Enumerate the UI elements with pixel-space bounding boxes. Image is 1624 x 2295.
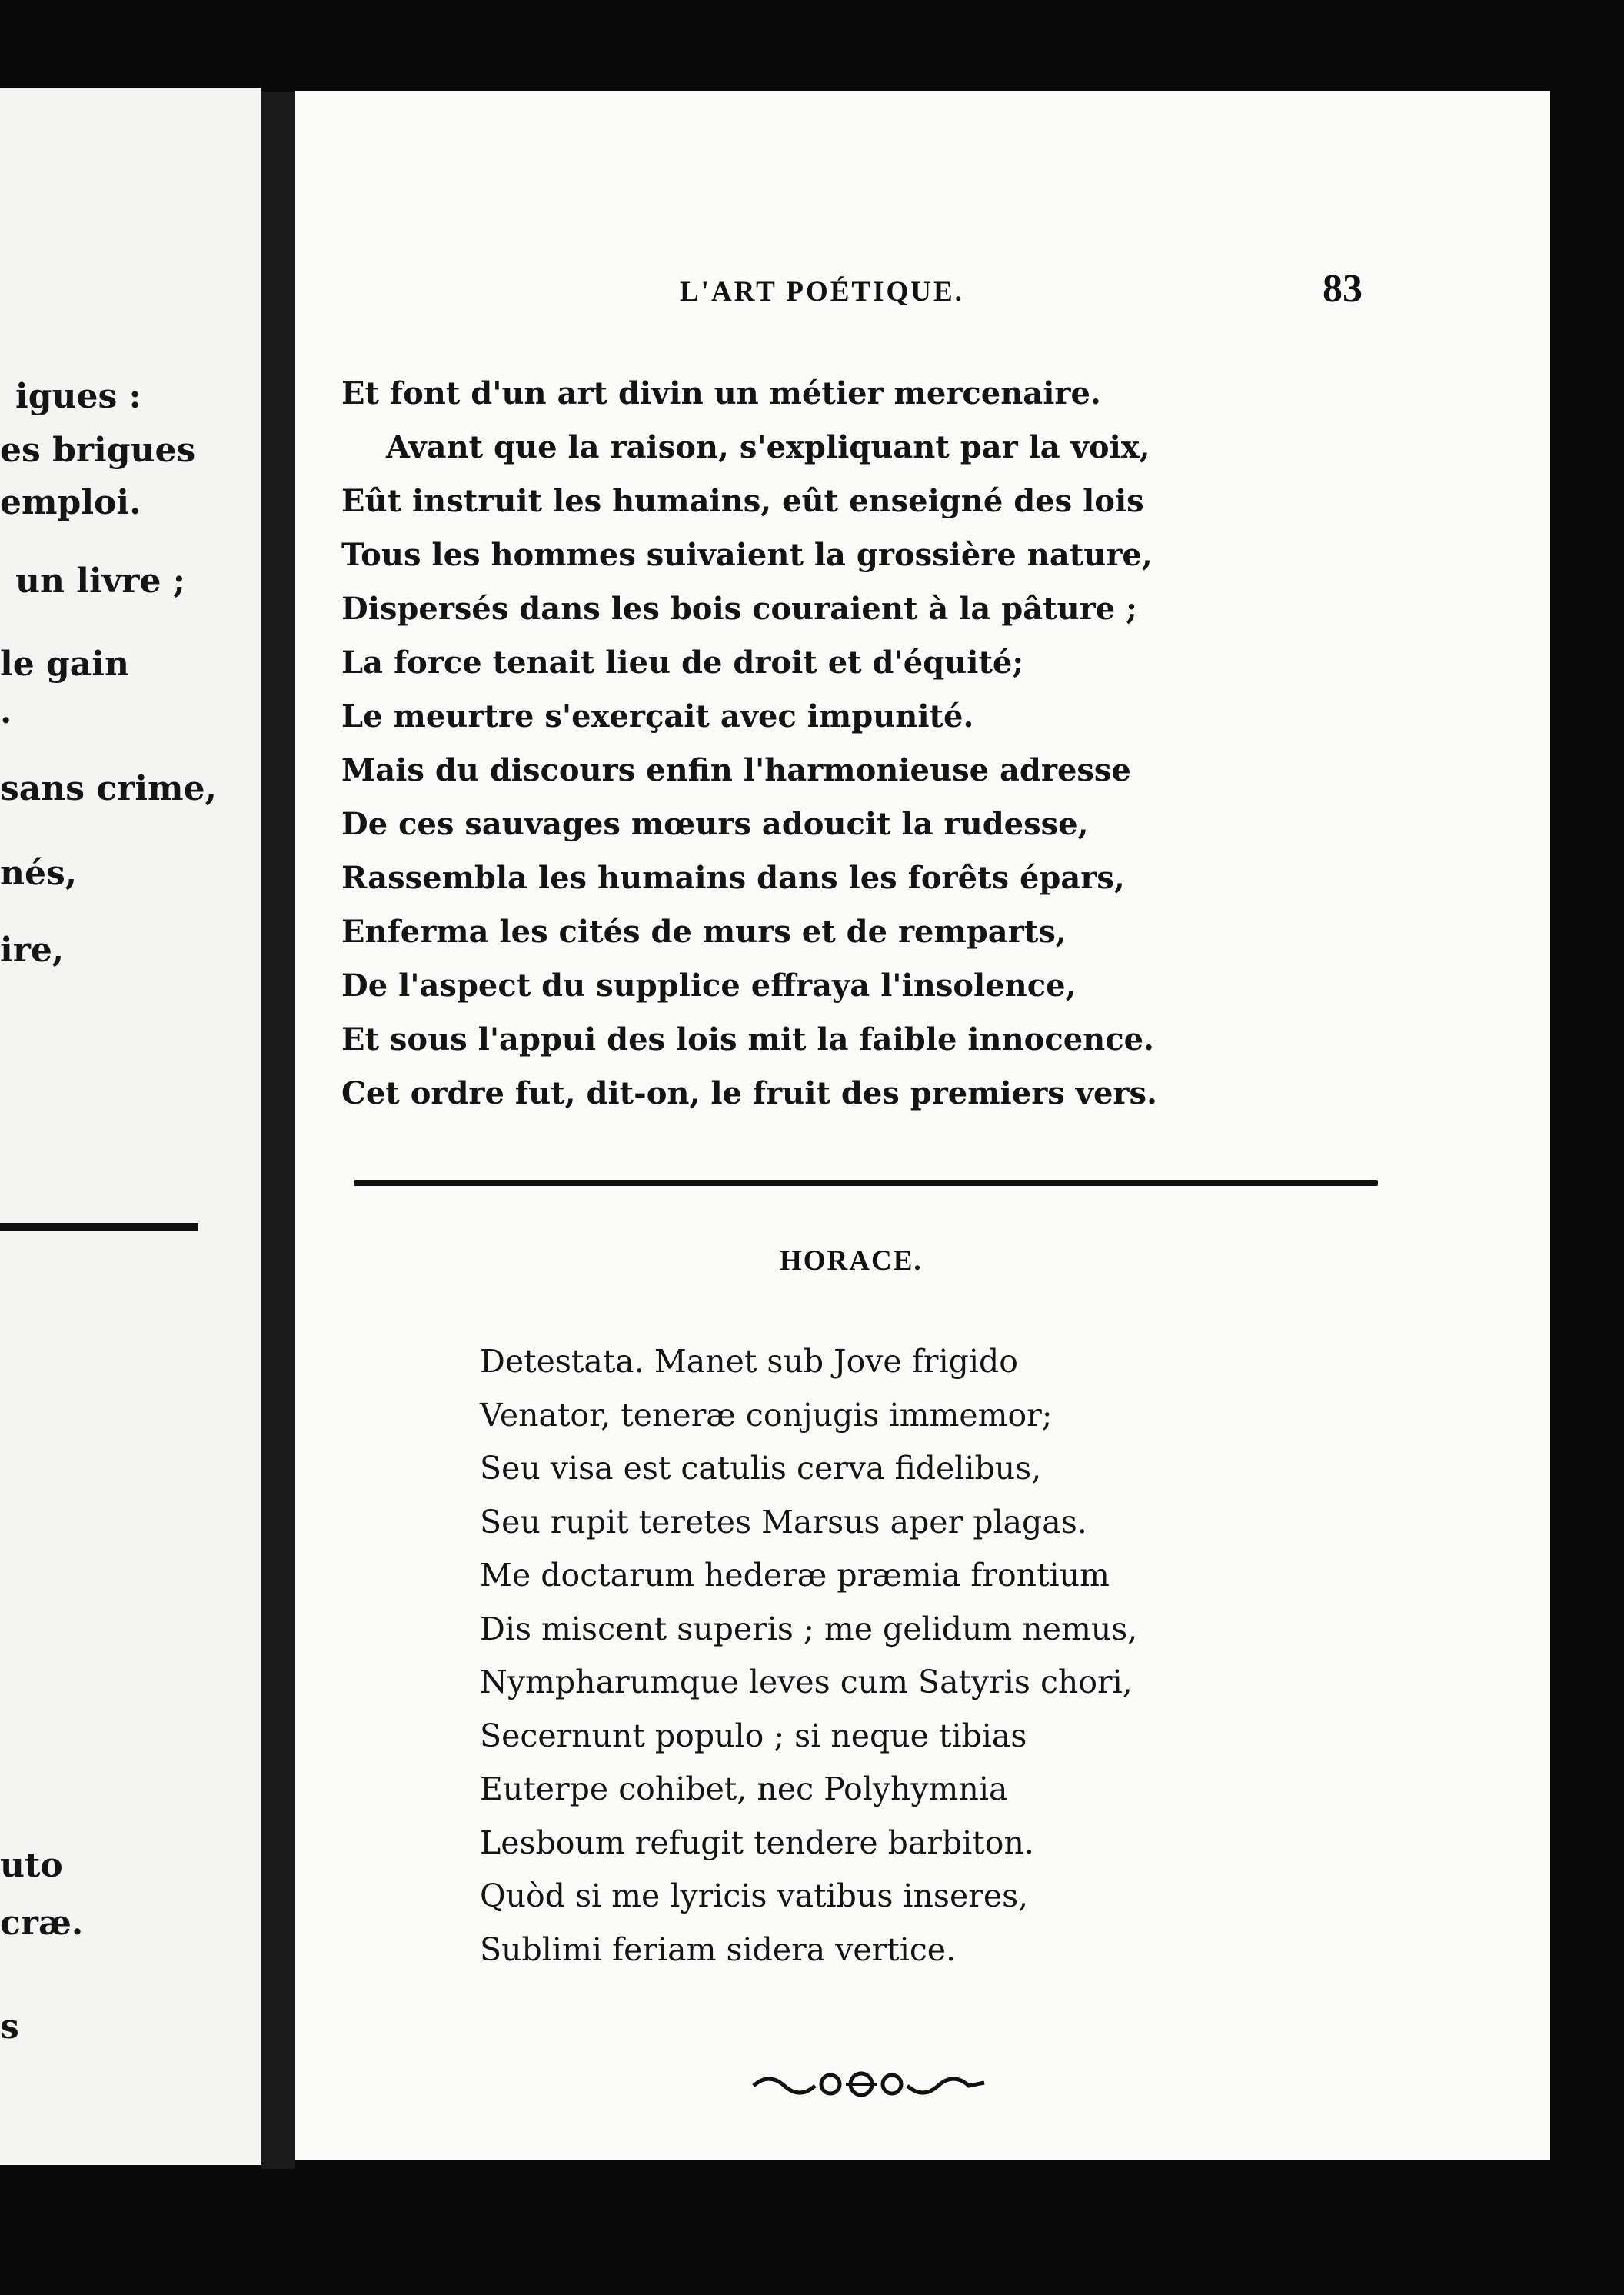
- tailpiece-ornament: [746, 2061, 992, 2107]
- verse-line: Enferma les cités de murs et de remparts,: [341, 914, 1067, 950]
- latin-verse-line: Secernunt populo ; si neque tibias: [480, 1717, 1027, 1754]
- previous-page-line: .: [0, 692, 12, 731]
- book-gutter: [261, 92, 295, 2169]
- section-title: HORACE.: [780, 1245, 923, 1277]
- previous-page-line: s: [0, 2007, 19, 2047]
- previous-page-rule: [0, 1223, 198, 1231]
- page: [295, 91, 1550, 2160]
- previous-page-line: sans crime,: [0, 769, 217, 808]
- previous-page-line: nés,: [0, 854, 78, 893]
- latin-verse-line: Venator, teneræ conjugis immemor;: [480, 1397, 1053, 1434]
- verse-line: De ces sauvages mœurs adoucit la rudesse,: [341, 806, 1089, 842]
- latin-verse-line: Detestata. Manet sub Jove frigido: [480, 1343, 1018, 1380]
- latin-verse-line: Nympharumque leves cum Satyris chori,: [480, 1664, 1133, 1700]
- previous-page-line: igues :: [15, 377, 141, 416]
- verse-line: Tous les hommes suivaient la grossière nature,: [341, 537, 1153, 573]
- section-divider: [354, 1180, 1378, 1186]
- running-title: L'ART POÉTIQUE.: [680, 276, 964, 308]
- verse-line: Eût instruit les humains, eût enseigné des lois: [341, 483, 1144, 519]
- previous-page-line: ire,: [0, 931, 65, 970]
- verse-line: De l'aspect du supplice effraya l'insolence,: [341, 968, 1077, 1004]
- verse-line: Mais du discours enfin l'harmonieuse adresse: [341, 752, 1131, 788]
- verse-line: Et sous l'appui des lois mit la faible innocence.: [341, 1021, 1154, 1058]
- latin-verse-line: Seu rupit teretes Marsus aper plagas.: [480, 1504, 1087, 1541]
- previous-page-line: emploi.: [0, 483, 141, 522]
- verse-line: Et font d'un art divin un métier mercenaire.: [341, 375, 1101, 411]
- previous-page-line: cræ.: [0, 1904, 84, 1943]
- latin-verse-line: Me doctarum hederæ præmia frontium: [480, 1557, 1110, 1594]
- latin-verse-line: Euterpe cohibet, nec Polyhymnia: [480, 1770, 1008, 1807]
- page-number: 83: [1323, 267, 1363, 311]
- previous-page-line: uto: [0, 1846, 63, 1885]
- latin-verse-line: Lesboum refugit tendere barbiton.: [480, 1824, 1034, 1861]
- latin-verse-line: Seu visa est catulis cerva fidelibus,: [480, 1450, 1042, 1487]
- latin-verse-line: Sublimi feriam sidera vertice.: [480, 1931, 957, 1968]
- previous-page-line: un livre ;: [15, 561, 186, 601]
- verse-line: Dispersés dans les bois couraient à la pâture ;: [341, 591, 1137, 627]
- latin-verse-line: Quòd si me lyricis vatibus inseres,: [480, 1877, 1029, 1914]
- verse-line: Avant que la raison, s'expliquant par la voix,: [386, 429, 1150, 465]
- verse-line: Cet ordre fut, dit-on, le fruit des premiers vers.: [341, 1075, 1157, 1111]
- latin-verse-line: Dis miscent superis ; me gelidum nemus,: [480, 1610, 1138, 1647]
- previous-page-fragment: [0, 88, 261, 2165]
- verse-line: Rassembla les humains dans les forêts épars,: [341, 860, 1125, 896]
- previous-page-line: le gain: [0, 645, 130, 684]
- verse-line: Le meurtre s'exerçait avec impunité.: [341, 698, 974, 734]
- verse-line: La force tenait lieu de droit et d'équité;: [341, 645, 1024, 681]
- previous-page-line: es brigues: [0, 431, 196, 470]
